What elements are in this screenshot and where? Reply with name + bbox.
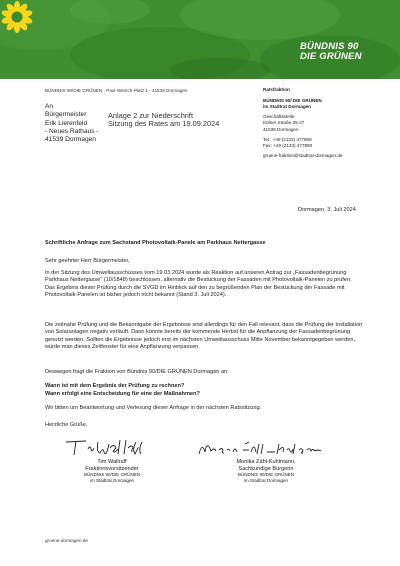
paragraph-1: In der Sitzung des Umweltausschusses vom 19.03.2024 wurde als Reaktion auf unseren Antrag zur „Fassadenbegrünung Parkhaus Nettergasse“ (10/1848) beschlossen, alternativ die Bestückung der Fassaden mit Photovoltaik-Panelen zu prüfen. Das Ergebnis dieser Prüfung durch die SVGD im Hinblick auf den zu begrüßenden Plan der Bestückung der Fassade mit Photovoltaik-Panelen ist bisher jedoch nicht bekannt (Stand 3. Juli 2024). — [45, 270, 352, 298]
question-2: Wann erfolgt eine Entscheidung für eine der Maßnahmen? — [45, 391, 200, 397]
recipient-line: 41539 Dormagen — [45, 136, 96, 144]
logo-line-1: BÜNDNIS 90 — [300, 41, 359, 52]
signer-role: Sachkundige Bürgerin — [238, 465, 294, 472]
party-logo — [300, 26, 398, 66]
signature-block-1 — [60, 459, 164, 485]
sidebar-city: 41539 Dormagen — [263, 126, 299, 132]
letter-date: Dormagen, 3. Juli 2024 — [298, 207, 356, 213]
recipient-line: Erik Lierenfeld — [45, 119, 88, 127]
annex-line: Anlage 2 zur Niederschrift — [108, 111, 194, 120]
signer-org: im Stadtrat Dormagen — [89, 478, 135, 484]
sidebar-fax: Fax: +49 (2133) 477890 — [263, 143, 313, 149]
signer-name: Monika Zähl-Kuhlmann, — [236, 459, 296, 465]
logo-line-2: DIE GRÜNEN — [300, 51, 362, 62]
sidebar-tel: Tel.: +49 (2133) 477808 — [263, 136, 312, 142]
signature-block-2 — [206, 459, 326, 485]
sidebar-title: Ratsfraktion — [263, 87, 290, 92]
question-intro: Deswegen fragt die Fraktion von Bündnis 90/DIE GRÜNEN Dormagen an: — [45, 369, 229, 375]
header-banner — [0, 0, 400, 79]
recipient-address — [45, 103, 99, 144]
closing: Herzliche Grüße, — [45, 422, 88, 428]
contact-sidebar — [263, 87, 342, 159]
signature-scribble — [62, 436, 162, 458]
annex-line: Sitzung des Rates am 19.09.2024 — [108, 119, 220, 129]
sidebar-office: Geschäftsstelle — [263, 113, 295, 119]
sidebar-street: Kölner Straße 25-27 — [263, 120, 305, 126]
recipient-line: Bürgermeister — [45, 111, 87, 119]
signer-name: Tim Wallraff — [97, 459, 127, 465]
annex-note — [108, 112, 219, 129]
sidebar-org: im Stadtrat Dormagen — [263, 104, 311, 110]
signer-role: Fraktionsvorsitzender — [85, 465, 139, 472]
sunflower-icon — [0, 0, 34, 34]
sidebar-email[interactable]: gruene-fraktion@stadtrat-dormagen.de — [263, 152, 343, 158]
request-text: Wir bitten um Beantwortung und Verlesung dieser Anfrage in der nächsten Ratssitzung. — [45, 405, 262, 411]
letter-subject: Schriftliche Anfrage zum Sachstand Photovoltaik-Panele am Parkhaus Nettergasse — [45, 240, 266, 246]
recipient-line: An — [45, 103, 54, 110]
signer-org: im Stadtrat Dormagen — [243, 478, 289, 484]
recipient-line: - Neues Rathaus - — [45, 127, 99, 135]
paragraph-2: Die zeitnahe Prüfung und die Bekanntgabe der Ergebnisse sind allerdings für den Fall relevant, dass die Prüfung der Installation von Solaranlagen negativ verläuft. Dann könnte bereits der kommende Herbst für die Anpflanzung der Fassadenbegrünung genutzt werden. Sollten die Ergebnisse jedoch erst im nächsten Umweltausschuss Mitte November bekanntgegeben werden, würde man dieses Zeitfenster für eine Anpflanzung verpassen. — [45, 322, 363, 350]
salutation: Sehr geehrter Herr Bürgermeister, — [45, 258, 130, 264]
sender-line: BÜNDNIS 90/DIE GRÜNEN · Paul-Wierich-Platz 1 · 41539 Dormagen — [45, 88, 188, 93]
footer-website[interactable]: gruene-dormagen.de — [45, 538, 88, 543]
sidebar-org: BÜNDNIS 90/ DIE GRÜNEN — [263, 97, 322, 103]
signer-org: BÜNDNIS 90/DIE GRÜNEN — [83, 472, 140, 478]
signature-scribble — [195, 438, 330, 458]
question-1: Wann ist mit dem Ergebnis der Prüfung zu rechnen? — [45, 383, 185, 389]
signer-org: BÜNDNIS 90/DIE GRÜNEN — [237, 472, 294, 478]
